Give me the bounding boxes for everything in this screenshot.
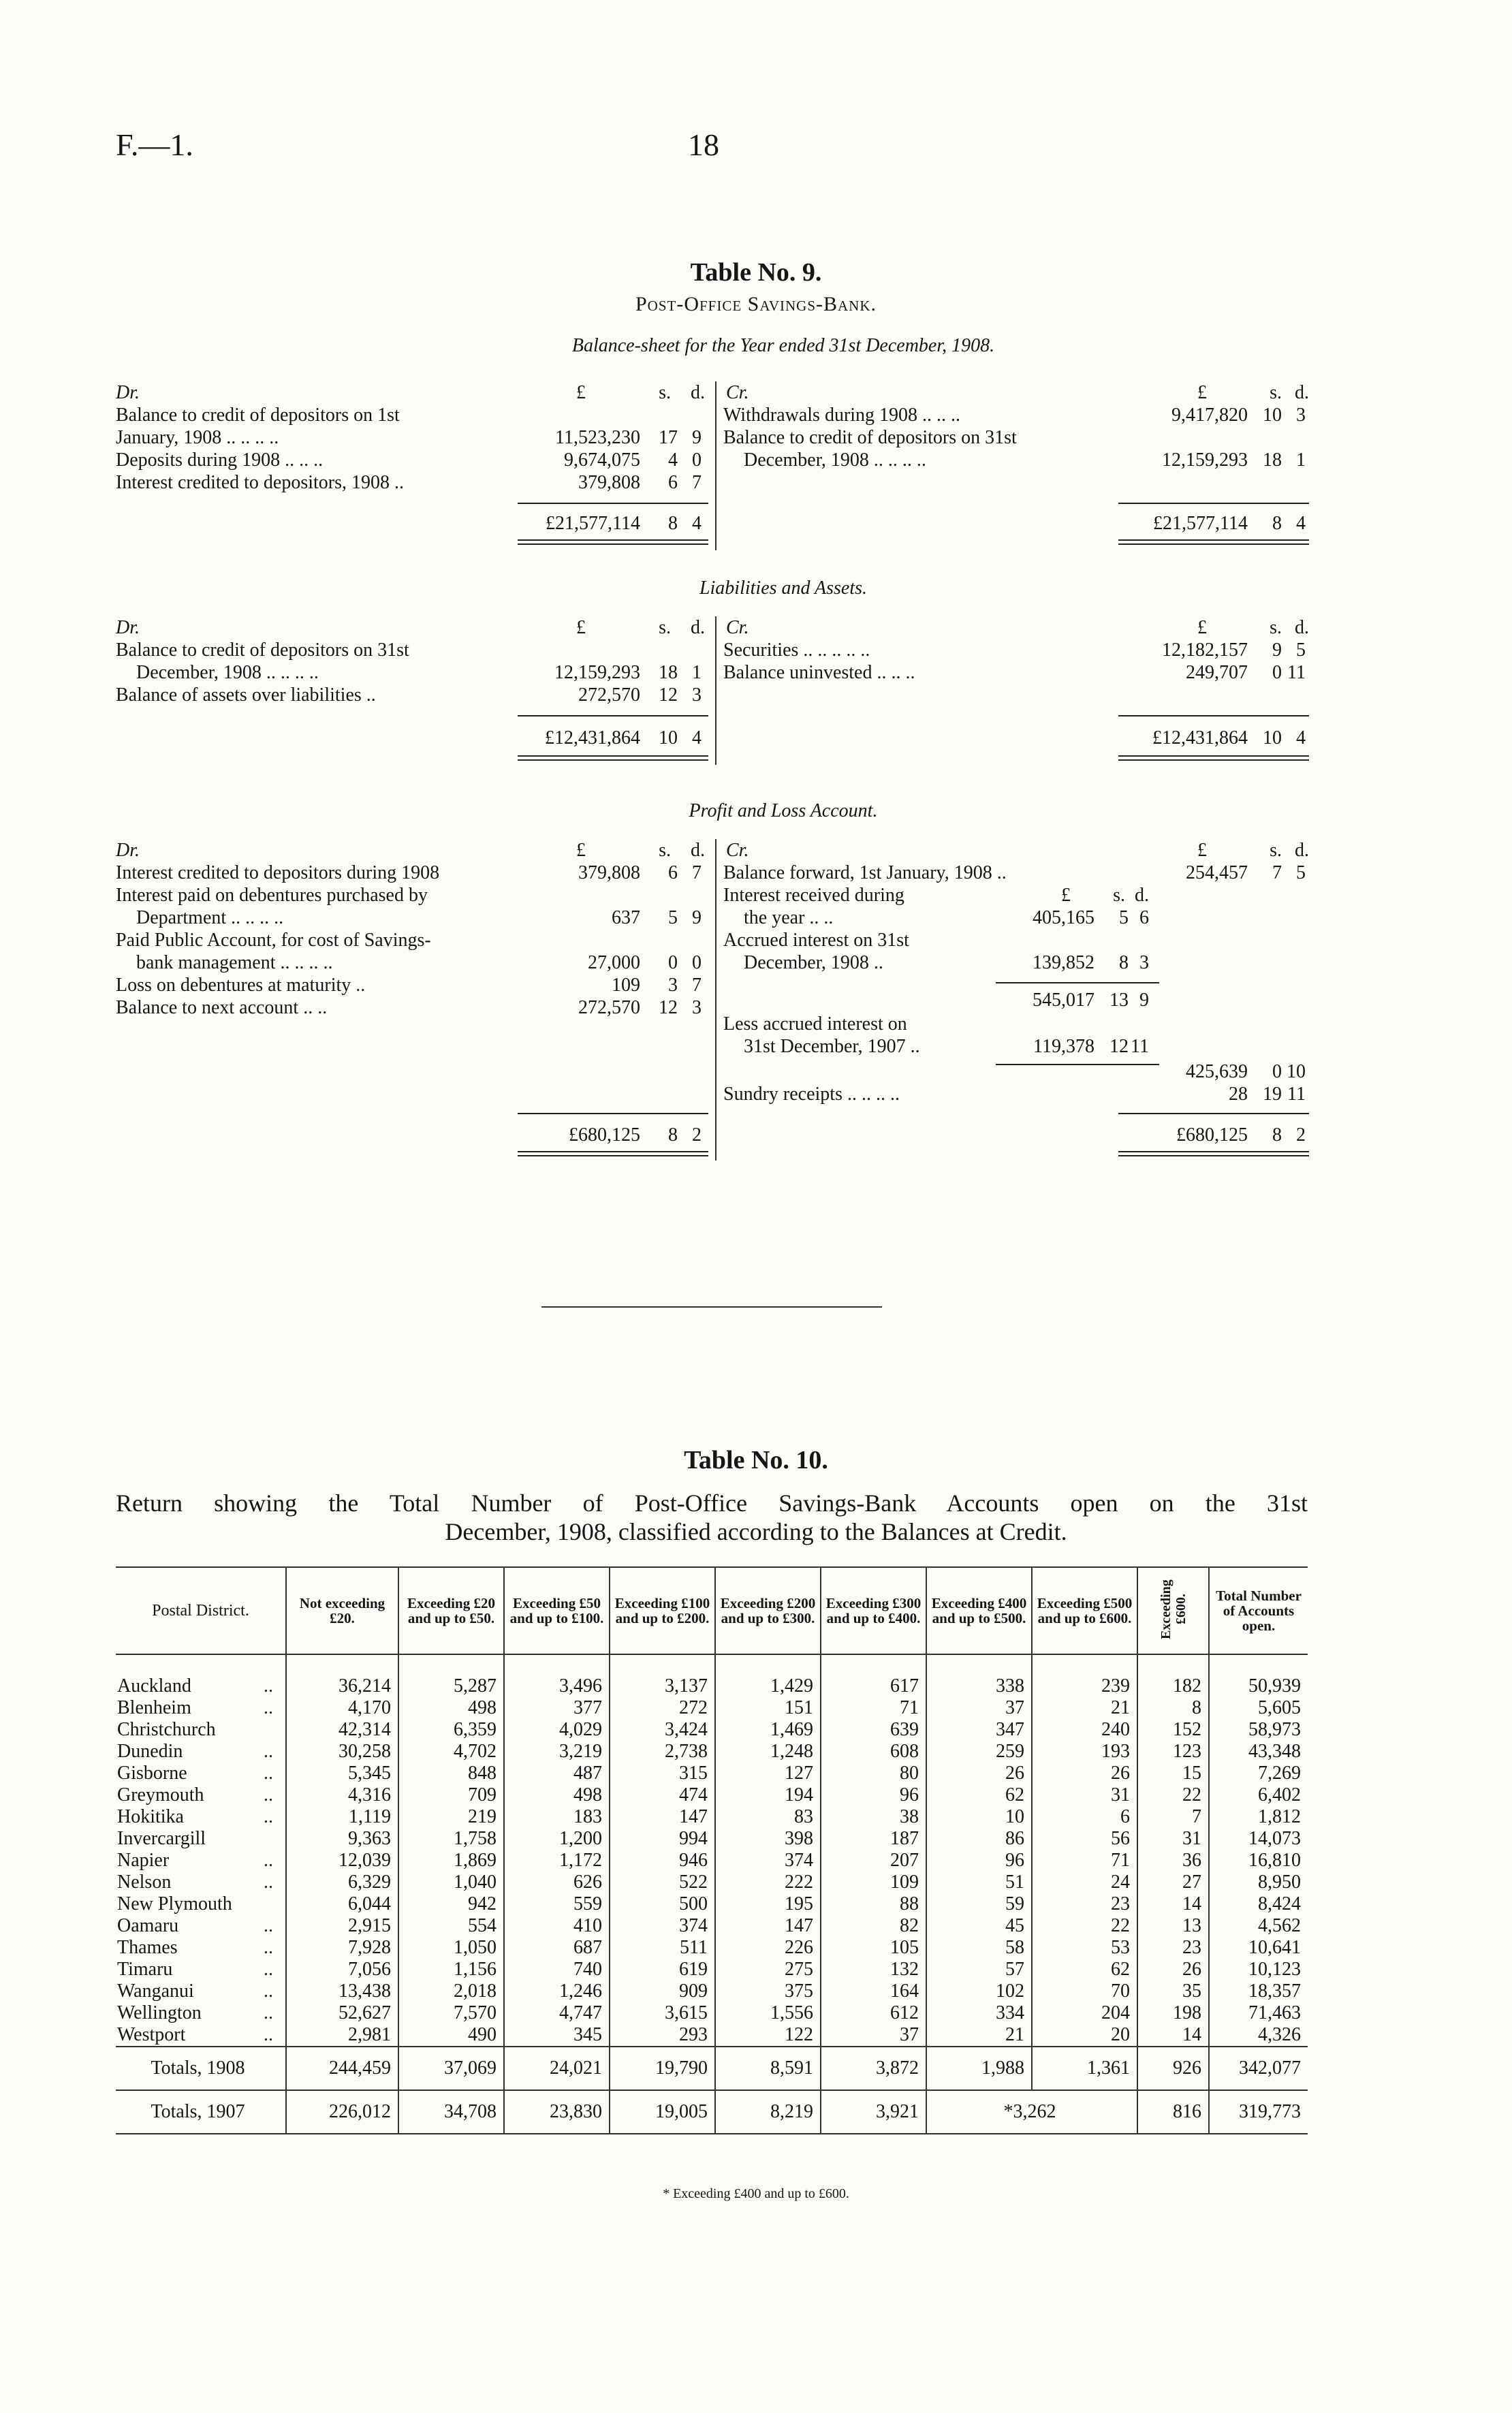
table-cell: 147 [610,1806,715,1828]
district-name: Westport [117,2024,186,2045]
table-cell: 946 [610,1850,715,1872]
table-cell: 45 [926,1915,1032,1937]
table9-title: Table No. 9. [690,258,822,287]
col-head: Exceeding £600. [1137,1568,1209,1654]
table-cell: 1,469 [715,1719,821,1741]
district-name: Wanganui [117,1981,194,2002]
column-divider [715,381,716,550]
table-cell: 554 [398,1915,504,1937]
district-name: Auckland [117,1675,191,1697]
table-cell: 71 [1032,1850,1137,1872]
table-cell: 12,039 [286,1850,398,1872]
table-row: Timaru .. 7,056 1,156 740 619 275 132 57 62 26 10,123 [116,1959,1308,1981]
table-cell: 315 [610,1763,715,1784]
table-cell: 58 [926,1937,1032,1959]
table-cell: 1,050 [398,1937,504,1959]
table9-caption: Balance-sheet for the Year ended 31st December, 1908. [571,335,995,356]
table-cell: 80 [821,1763,926,1784]
table-cell: 334 [926,2002,1032,2024]
table-cell: 490 [398,2024,504,2047]
liabilities-credit: Cr. £ s. d. Securities .. .. .. .. .. 12,182,157 9 5 Balance uninvested .. .. .. 249,707 0 11 £12,431,864 10 4 [723,616,1309,766]
table-cell: 1,248 [715,1741,821,1763]
table-cell: 14,073 [1209,1828,1308,1850]
table-cell: 193 [1032,1741,1137,1763]
table-cell: 617 [821,1654,926,1697]
table-row: Hokitika .. 1,119 219 183 147 83 38 10 6 7 1,812 [116,1806,1308,1828]
col-head: Exceeding £500 and up to £600. [1032,1568,1137,1654]
table-cell: 7,269 [1209,1763,1308,1784]
table-cell: 498 [398,1697,504,1719]
table-cell: 4,562 [1209,1915,1308,1937]
table-cell: 207 [821,1850,926,1872]
table-cell: 62 [1032,1959,1137,1981]
table-cell: 1,869 [398,1850,504,1872]
totals-1908-row: Totals, 1908 244,459 37,069 24,021 19,790 8,591 3,872 1,988 1,361 926 342,077 [116,2047,1308,2090]
table-cell: 2,018 [398,1981,504,2002]
table-cell: 375 [715,1981,821,2002]
col-head: Exceeding £100 and up to £200. [610,1568,715,1654]
ledger-line: Paid Public Account, for cost of Savings- [116,930,431,951]
table-cell: 57 [926,1959,1032,1981]
table-row: Nelson .. 6,329 1,040 626 522 222 109 51 24 27 8,950 [116,1872,1308,1893]
table-cell: 740 [504,1959,610,1981]
table-cell: 909 [610,1981,715,2002]
table-cell: 132 [821,1959,926,1981]
district-name: Timaru [117,1959,173,1980]
table-cell: 58,973 [1209,1719,1308,1741]
table-cell: 31 [1137,1828,1209,1850]
credit-total: £21,577,114 8 4 [1153,513,1306,534]
ledger-line: December, 1908 .. .. .. .. 12,159,293 18 1 [136,662,702,683]
table-cell: 26 [1032,1763,1137,1784]
table-row [116,1893,1308,1915]
table10 [116,1566,1308,2134]
table-row: Wanganui .. 13,438 2,018 1,246 909 375 164 102 70 35 18,357 [116,1981,1308,2002]
table-cell: 6,044 [286,1893,398,1915]
table-cell: 1,119 [286,1806,398,1828]
table-cell: 377 [504,1697,610,1719]
table-cell: 96 [926,1850,1032,1872]
table-cell: 53 [1032,1937,1137,1959]
district-name: Hokitika [117,1806,184,1827]
table-row: Westport .. 2,981 490 345 293 122 37 21 20 14 4,326 [116,2024,1308,2047]
ledger-line: Interest credited to depositors during 1908 379,808 6 7 [116,862,702,883]
ledger-line: Department .. .. .. .. 637 5 9 [136,907,702,928]
table-cell: 4,170 [286,1697,398,1719]
ledger-line: Securities .. .. .. .. .. 12,182,157 9 5 [723,640,1306,661]
table-cell: 259 [926,1741,1032,1763]
table-cell: 222 [715,1872,821,1893]
table-cell: 1,040 [398,1872,504,1893]
table-cell: 151 [715,1697,821,1719]
table-cell: 71,463 [1209,2002,1308,2024]
document-reference: F.—1. [116,127,193,162]
table-cell: 500 [610,1893,715,1915]
table-cell: 687 [504,1937,610,1959]
table-cell: 4,316 [286,1784,398,1806]
table-cell: 8,424 [1209,1893,1308,1915]
table-row: Napier .. 12,039 1,869 1,172 946 374 207 96 71 36 16,810 [116,1850,1308,1872]
ledger-line: the year .. .. 405,165 5 6 [744,907,1149,928]
table-cell: 4,747 [504,2002,610,2024]
profit-loss-debit: Dr. £ s. d. Interest credited to depositors during 1908 379,808 6 7 Interest paid on debentures purchased by Department .. .. .. .. 637 5 9 Paid Public Account, for cost of Savings- bank management .. .. .. .. 27,000 0 0 Loss on debentures at maturity .. 109 3 7 Balance to next account .. .. 272,570 12 3 £680,125 8 2 [116,839,708,1166]
table-cell: 194 [715,1784,821,1806]
table-cell: 4,702 [398,1741,504,1763]
table-cell: 23 [1137,1937,1209,1959]
credit-heading: Cr. [726,382,749,403]
table-cell: 5,345 [286,1763,398,1784]
table-cell: 3,219 [504,1741,610,1763]
table-cell: 26 [926,1763,1032,1784]
table-cell: 3,496 [504,1654,610,1697]
table-cell: 626 [504,1872,610,1893]
profit-loss-credit: Cr. £ s. d. Balance forward, 1st January, 1908 .. 254,457 7 5 Interest received during £ s. d. the year .. .. 405,165 5 6 Accrued interest on 31st December, 1908 .. 139,852 8 3 545,017 13 9 Less accrued interest on 31st December, 1907 .. 119,378 12 11 425,639 0 10 Sundry receipts .. .. .. .. 28 19 11 £680,125 8 2 [723,839,1309,1166]
table-cell: 275 [715,1959,821,1981]
column-divider [715,616,716,765]
table-cell: 239 [1032,1654,1137,1697]
district-name: Wellington [117,2002,202,2023]
district-name: Greymouth [117,1784,204,1805]
table-cell: 1,556 [715,2002,821,2024]
table-cell: 82 [821,1915,926,1937]
table-cell: 37 [926,1697,1032,1719]
table-cell: 71 [821,1697,926,1719]
table-cell: 709 [398,1784,504,1806]
table-cell: 848 [398,1763,504,1784]
ledger-line: Interest received during £ s. d. [723,885,1149,906]
table-cell: 10,641 [1209,1937,1308,1959]
totals-1907-row: Totals, 1907 226,012 34,708 23,830 19,005 8,219 3,921 *3,262 816 319,773 [116,2090,1308,2134]
table-row: Greymouth .. 4,316 709 498 474 194 96 62 31 22 6,402 [116,1784,1308,1806]
district-name: Gisborne [117,1763,187,1784]
table-cell: 1,156 [398,1959,504,1981]
table-cell: 8 [1137,1697,1209,1719]
table-cell: 8,950 [1209,1872,1308,1893]
table-cell: 22 [1032,1915,1137,1937]
table-cell: 96 [821,1784,926,1806]
table-cell: 219 [398,1806,504,1828]
balance-sheet-credit: Cr. £ s. d. Withdrawals during 1908 .. .. .. 9,417,820 10 3 Balance to credit of depositors on 31st December, 1908 .. .. .. .. 12,159,293 18 1 £21,577,114 8 4 [723,381,1309,545]
table-cell: 127 [715,1763,821,1784]
table-cell: 15 [1137,1763,1209,1784]
ledger-line: Balance forward, 1st January, 1908 .. 254,457 7 5 [723,862,1306,883]
table-cell: 51 [926,1872,1032,1893]
table-cell: 942 [398,1893,504,1915]
table-cell: 1,429 [715,1654,821,1697]
table-cell: 27 [1137,1872,1209,1893]
table-cell: 14 [1137,1893,1209,1915]
balance-sheet-debit: Dr. £ s. d. Balance to credit of depositors on 1st January, 1908 .. .. .. .. 11,523,230 17 9 Deposits during 1908 .. .. .. 9,674,075 4 0 Interest credited to depositors, 1908 .. 379,808 6 7 £21,577,114 8 4 [116,381,708,545]
col-head: Exceeding £50 and up to £100. [504,1568,610,1654]
table-cell: 26 [1137,1959,1209,1981]
table-cell: 293 [610,2024,715,2047]
ledger-line: Interest paid on debentures purchased by [116,885,428,906]
table-cell: 4,029 [504,1719,610,1741]
district-name: Napier [117,1850,170,1871]
table10-footnote: * Exceeding £400 and up to £600. [663,2186,849,2201]
table-cell: 10,123 [1209,1959,1308,1981]
table-cell: 338 [926,1654,1032,1697]
table-cell: 10 [926,1806,1032,1828]
table-cell: 2,981 [286,2024,398,2047]
ledger-line: Interest credited to depositors, 1908 .. 379,808 6 7 [116,472,702,493]
table-cell: 109 [821,1872,926,1893]
debit-total: £21,577,114 8 4 [546,513,702,534]
table-cell: 23 [1032,1893,1137,1915]
table-cell: 123 [1137,1741,1209,1763]
table10-title: Table No. 10. [684,1446,828,1474]
ledger-line: 425,639 0 10 [1186,1061,1306,1082]
col-head: Exceeding £300 and up to £400. [821,1568,926,1654]
table-cell: 1,172 [504,1850,610,1872]
table-cell: 88 [821,1893,926,1915]
table-cell: 86 [926,1828,1032,1850]
debit-heading: Dr. [116,382,140,403]
district-name: New Plymouth [117,1893,232,1914]
ledger-line: Accrued interest on 31st [723,930,909,951]
table-cell: 21 [1032,1697,1137,1719]
table-cell: 612 [821,2002,926,2024]
table-cell: 83 [715,1806,821,1828]
col-head: Not exceeding £20. [286,1568,398,1654]
credit-total: £12,431,864 10 4 [1152,727,1306,748]
table-cell: 410 [504,1915,610,1937]
ledger-line: Balance of assets over liabilities .. 272,570 12 3 [116,684,702,706]
table-cell: 164 [821,1981,926,2002]
table10-caption-line2: December, 1908, classified according to the Balances at Credit. [445,1518,1067,1545]
table-cell: 347 [926,1719,1032,1741]
table-cell: 522 [610,1872,715,1893]
table-cell: 36 [1137,1850,1209,1872]
table-cell: 31 [1032,1784,1137,1806]
ledger-line: bank management .. .. .. .. 27,000 0 0 [136,952,702,973]
table-cell: 187 [821,1828,926,1850]
table-row [116,1828,1308,1850]
page-number: 18 [688,127,719,162]
table-cell: 6,402 [1209,1784,1308,1806]
table-cell: 42,314 [286,1719,398,1741]
table-cell: 7,928 [286,1937,398,1959]
table-cell: 70 [1032,1981,1137,2002]
col-head: Exceeding £20 and up to £50. [398,1568,504,1654]
col-head: Total Number of Accounts open. [1209,1568,1308,1654]
table-row: Auckland .. 36,214 5,287 3,496 3,137 1,429 617 338 239 182 50,939 [116,1654,1308,1697]
col-head: Exceeding £400 and up to £500. [926,1568,1032,1654]
table-cell: 59 [926,1893,1032,1915]
table-cell: 14 [1137,2024,1209,2047]
table-cell: 102 [926,1981,1032,2002]
table-cell: 122 [715,2024,821,2047]
table-cell: 1,758 [398,1828,504,1850]
table-cell: 3,424 [610,1719,715,1741]
debit-total: £12,431,864 10 4 [545,727,702,748]
table-row: Oamaru .. 2,915 554 410 374 147 82 45 22 13 4,562 [116,1915,1308,1937]
section-separator [541,1306,882,1308]
table-cell: 511 [610,1937,715,1959]
table-cell: 6 [1032,1806,1137,1828]
table-cell: 62 [926,1784,1032,1806]
table-cell: 198 [1137,2002,1209,2024]
ledger-line: Loss on debentures at maturity .. 109 3 7 [116,975,702,996]
table-cell: 147 [715,1915,821,1937]
table-cell: 345 [504,2024,610,2047]
table-cell: 240 [1032,1719,1137,1741]
table-cell: 226 [715,1937,821,1959]
table-cell: 13,438 [286,1981,398,2002]
table-cell: 994 [610,1828,715,1850]
ledger-line: Withdrawals during 1908 .. .. .. 9,417,820 10 3 [723,405,1306,426]
district-name: Dunedin [117,1741,183,1762]
table-cell: 152 [1137,1719,1209,1741]
table-cell: 374 [610,1915,715,1937]
table-cell: 1,246 [504,1981,610,2002]
table-cell: 398 [715,1828,821,1850]
table-cell: 5,605 [1209,1697,1308,1719]
table-row: Gisborne .. 5,345 848 487 315 127 80 26 26 15 7,269 [116,1763,1308,1784]
table-cell: 18,357 [1209,1981,1308,2002]
table10-header [116,1568,1308,1654]
table-cell: 35 [1137,1981,1209,2002]
table-cell: 7 [1137,1806,1209,1828]
ledger-line: January, 1908 .. .. .. .. 11,523,230 17 9 [116,427,702,448]
table9-subtitle: Post-Office Savings-Bank. [635,293,877,315]
table-cell: 37 [821,2024,926,2047]
table-cell: 21 [926,2024,1032,2047]
col-head: Exceeding £200 and up to £300. [715,1568,821,1654]
table-cell: 183 [504,1806,610,1828]
table-cell: 1,812 [1209,1806,1308,1828]
table-cell: 22 [1137,1784,1209,1806]
table-cell: 24 [1032,1872,1137,1893]
ledger-line: December, 1908 .. .. .. .. 12,159,293 18 1 [744,450,1306,471]
table-cell: 7,570 [398,2002,504,2024]
district-name: Christchurch [117,1719,216,1740]
table-cell: 3,615 [610,2002,715,2024]
ledger-line: Deposits during 1908 .. .. .. 9,674,075 4 0 [116,450,702,471]
credit-total: £680,125 8 2 [1176,1124,1306,1146]
table-cell: 5,287 [398,1654,504,1697]
district-name: Thames [117,1937,178,1958]
table-cell: 498 [504,1784,610,1806]
district-name: Nelson [117,1872,172,1893]
ledger-line: Sundry receipts .. .. .. .. 28 19 11 [723,1084,1306,1105]
table-cell: 20 [1032,2024,1137,2047]
table-cell: 2,915 [286,1915,398,1937]
table-cell: 105 [821,1937,926,1959]
table-cell: 619 [610,1959,715,1981]
table-row: Wellington .. 52,627 7,570 4,747 3,615 1,556 612 334 204 198 71,463 [116,2002,1308,2024]
ledger-line: Balance to credit of depositors on 1st [116,405,400,426]
table-cell: 50,939 [1209,1654,1308,1697]
table-cell: 9,363 [286,1828,398,1850]
table-cell: 639 [821,1719,926,1741]
ledger-line: Balance to credit of depositors on 31st [116,640,409,661]
column-divider [715,839,716,1161]
table-cell: 16,810 [1209,1850,1308,1872]
table-cell: 608 [821,1741,926,1763]
table-cell: 13 [1137,1915,1209,1937]
table-cell: 559 [504,1893,610,1915]
ledger-line: 31st December, 1907 .. 119,378 12 11 [744,1036,1149,1057]
table-cell: 2,738 [610,1741,715,1763]
table-cell: 38 [821,1806,926,1828]
table-cell: 43,348 [1209,1741,1308,1763]
table-cell: 36,214 [286,1654,398,1697]
table-cell: 1,200 [504,1828,610,1850]
ledger-line: Balance to next account .. .. 272,570 12 3 [116,997,702,1018]
table-cell: 6,359 [398,1719,504,1741]
table-cell: 204 [1032,2002,1137,2024]
district-name: Invercargill [117,1828,206,1849]
ledger-line: Balance to credit of depositors on 31st [723,427,1017,448]
table-row: Thames .. 7,928 1,050 687 511 226 105 58 53 23 10,641 [116,1937,1308,1959]
col-head: Postal District. [116,1568,286,1654]
table-cell: 56 [1032,1828,1137,1850]
table-row [116,1719,1308,1741]
liabilities-debit: Dr. £ s. d. Balance to credit of depositors on 31st December, 1908 .. .. .. .. 12,159,293 18 1 Balance of assets over liabilities .. 272,570 12 3 £12,431,864 10 4 [116,616,708,766]
table-cell: 52,627 [286,2002,398,2024]
liabilities-caption: Liabilities and Assets. [699,578,868,599]
district-name: Blenheim [117,1697,191,1718]
table-cell: 6,329 [286,1872,398,1893]
table-cell: 7,056 [286,1959,398,1981]
ledger-line: 545,017 13 9 [1033,990,1149,1011]
ledger-line: Less accrued interest on [723,1013,907,1035]
table-row: Blenheim .. 4,170 498 377 272 151 71 37 21 8 5,605 [116,1697,1308,1719]
table-cell: 374 [715,1850,821,1872]
table-cell: 272 [610,1697,715,1719]
table-cell: 30,258 [286,1741,398,1763]
ledger-line: Balance uninvested .. .. .. 249,707 0 11 [723,662,1306,683]
ledger-line: December, 1908 .. 139,852 8 3 [744,952,1149,973]
profit-loss-caption: Profit and Loss Account. [689,800,878,821]
table-cell: 487 [504,1763,610,1784]
table-cell: 182 [1137,1654,1209,1697]
district-name: Oamaru [117,1915,179,1936]
debit-total: £680,125 8 2 [569,1124,702,1146]
table-cell: 195 [715,1893,821,1915]
table-cell: 474 [610,1784,715,1806]
table-row: Dunedin .. 30,258 4,702 3,219 2,738 1,248 608 259 193 123 43,348 [116,1741,1308,1763]
table-cell: 3,137 [610,1654,715,1697]
table10-caption-line1: Return showing the Total Number of Post-Office Savings-Bank Accounts open on the 31st [116,1489,1308,1517]
table-cell: 4,326 [1209,2024,1308,2047]
